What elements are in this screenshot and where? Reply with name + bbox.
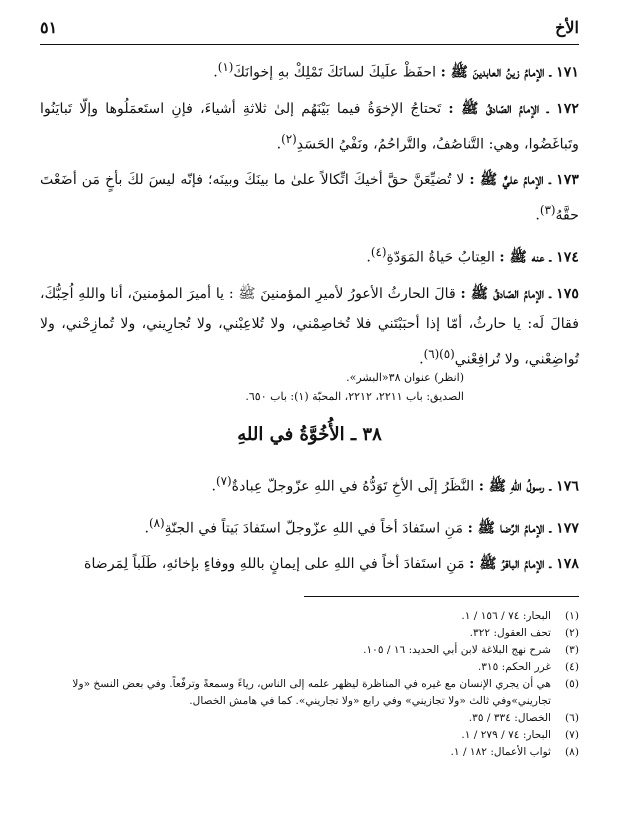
cross-reference-line: الصديق: باب ٢٢١١، ٢٢١٢، المحبّة (١): باب ٦٥٠. [245, 390, 464, 403]
page-number: ٥١ [40, 17, 58, 37]
hadith-text: احفَظْ علَيكَ لسانَكَ تَمْلِكْ بهِ إخوانَكَ [233, 64, 437, 81]
footnote-marker: (٧) [216, 474, 232, 488]
hadith-source: الإمامُ الصّادقُ ﷺ : [460, 285, 545, 302]
footnotes [40, 608, 579, 761]
hadith-list-2 [40, 466, 579, 585]
footnote-marker: (٤) [370, 245, 387, 260]
hadith-text: النَّظَرُ إلَى الأخِ تَوَدُّهُ في اللهِ عزّوجلّ عِبادةٌ [231, 478, 475, 495]
footnote: (٨) ثواب الأعمال: ١٨٢ / ١. [450, 746, 579, 758]
footnote-marker: (١) [217, 60, 234, 74]
hadith-178: ١٧٨ ـ الإمامُ الباقرُ ﷺ : مَنِ استَفادَ أخاً في اللهِ على إيمانٍ باللهِ ووفاءٍ بإخائهِ، طَلَباً لِمَرضاة [84, 556, 579, 573]
hadith-text: مَنِ استَفادَ أخاً في اللهِ عزّوجلّ استَفادَ بَيتاً في الجنّةِ [164, 520, 464, 537]
hadith-text: مَنِ استَفادَ أخاً في اللهِ على إيمانٍ باللهِ ووفاءٍ بإخائهِ، طَلَباً لِمَرضاة [84, 556, 465, 573]
footnote-marker: (٣) [539, 203, 556, 218]
hadith-175: ١٧٥ ـ الإمامُ الصّادقُ ﷺ : قالَ الحارثُ الأعورُ لأميرِ المؤمنينَ ﷺ : يا أميرَ المؤمنينَ، أنا واللهِ اُحِبُّكَ، فقالَ لَه: يا حارثُ، أمّا إذا أحبَبْتَني فلا تُخاصِمْني، ولا تُلاعِبْني، ولا تُجارِيني، ولا تُمازِحْني، ولا تُواضِعْني، ولا تُرافِعْني$^{(٥)(٦)}$. [40, 285, 580, 368]
page-header [40, 14, 579, 40]
footnote: (٤) غرر الحكم: ٣١٥. [477, 661, 579, 673]
hadith-text: لا تُضيِّعَنَّ حقَّ أخيكَ اتِّكالاً علىٰ ما بينَكَ وبينَه؛ فإنّه ليسَ لكَ بأخٍ مَن أضَعْتَ حقَّهُ [40, 172, 579, 225]
hadith-text: تَحتاجُ الإخوَةُ فيما بَيْنَهُم إلىٰ ثلاثةِ أشياءَ، فإنِ استَعمَلُوها وإلّا تَبايَنُوا وتَباغَضُوا، وهي: التَّناصُفُ، والتَّراحُمُ، ونَفْيُ الحَسَدِ [40, 100, 579, 153]
hadith-text: قالَ الحارثُ الأعورُ لأميرِ المؤمنينَ ﷺ : يا أميرَ المؤمنينَ، أنا واللهِ اُحِبُّكَ، فقالَ لَه: يا حارثُ، أمّا إذا أحبَبْتَني فلا تُخاصِمْني، ولا تُلاعِبْني، ولا تُجارِيني، ولا تُمازِحْني، ولا تُواضِعْني، ولا تُرافِعْني [40, 285, 579, 368]
footnote-marker: (٨) [148, 515, 165, 530]
section-title: ٣٨ ـ الأُخُوَّةُ في اللهِ [237, 424, 382, 445]
hadith-source: رسولُ اللهِ ﷺ : [478, 478, 545, 495]
hadith-171: ١٧١ ـ الإمامُ زينُ العابدينَ ﷺ : احفَظْ علَيكَ لسانَكَ تَمْلِكْ بهِ إخوانَكَ$^{(١)}$. [213, 60, 579, 81]
hadith-172: ١٧٢ ـ الإمامُ الصّادقُ ﷺ : تَحتاجُ الإخوَةُ فيما بَيْنَهُم إلىٰ ثلاثةِ أشياءَ، فإنِ استَعمَلُوها وإلّا تَبايَنُوا وتَباغَضُوا، وهي: التَّناصُفُ، والتَّراحُمُ، ونَفْيُ الحَسَدِ$^{(٢)}$. [40, 100, 579, 153]
hadith-173: ١٧٣ ـ الإمامُ عليٌّ ﷺ : لا تُضيِّعَنَّ حقَّ أخيكَ اتِّكالاً علىٰ ما بينَكَ وبينَه؛ فإنّه ليسَ لكَ بأخٍ مَن أضَعْتَ حقَّهُ$^{(٣)}$. [40, 172, 580, 225]
footnote-marker: (٥)(٦) [423, 346, 455, 361]
hadith-source: الإمامُ الصّادقُ ﷺ : [448, 100, 540, 117]
hadith-text: العِتابُ حَياةُ المَوَدّةِ [386, 249, 495, 266]
footnote: (٣) شرح نهج البلاغة لابن أبي الحديد: ١٦ / ١٠٥. [363, 644, 579, 656]
running-title: الأخ [555, 17, 579, 37]
hadith-list-1 [40, 52, 579, 381]
footnote: (٥) هي أن يجري الإنسان مع غيره في المناظرة ليظهر علمه إلى الناس، رياءً وسمعةً وترفّعاً. وفي بعض النسخ «ولا تجاريني»وفي ثالث «ولا تجازيني» وفي رابع «ولا تجاريني». كما في هامش الخصال. [72, 678, 579, 707]
footnote: (٢) تحف العقول: ٣٢٢. [469, 627, 579, 639]
footnote: (٦) الخصال: ٣٣٤ / ٣٥. [468, 712, 579, 724]
hadith-source: الإمامُ زينُ العابدينَ ﷺ : [440, 64, 545, 81]
footnote-divider [304, 596, 579, 597]
hadith-source: عنه ﷺ : [499, 249, 545, 266]
hadith-source: الإمامُ الرِّضا ﷺ : [467, 520, 545, 537]
hadith-source: الإمامُ الباقرُ ﷺ : [469, 556, 545, 573]
hadith-176: ١٧٦ ـ رسولُ اللهِ ﷺ : النَّظَرُ إلَى الأخِ تَوَدُّهُ في اللهِ عزّوجلّ عِبادةٌ$^{(٧)}$. [211, 474, 579, 495]
cross-references [245, 368, 464, 406]
footnote: (١) البحار: ٧٤ / ١٥٦ / ١. [461, 610, 579, 622]
hadith-174: ١٧٤ ـ عنه ﷺ : العِتابُ حَياةُ المَوَدّةِ$^{(٤)}$. [366, 245, 579, 266]
footnote-marker: (٢) [281, 131, 297, 146]
cross-reference-line: (انظر) عنوان ٣٨«البشر». [346, 371, 464, 384]
header-divider [40, 44, 579, 45]
footnote: (٧) البحار: ٧٤ / ٢٧٩ / ١. [461, 729, 579, 741]
hadith-177: ١٧٧ ـ الإمامُ الرِّضا ﷺ : مَنِ استَفادَ أخاً في اللهِ عزّوجلّ استَفادَ بَيتاً في الجنّةِ$^{(٨)}$. [144, 515, 579, 537]
hadith-source: الإمامُ عليٌّ ﷺ : [469, 172, 544, 189]
